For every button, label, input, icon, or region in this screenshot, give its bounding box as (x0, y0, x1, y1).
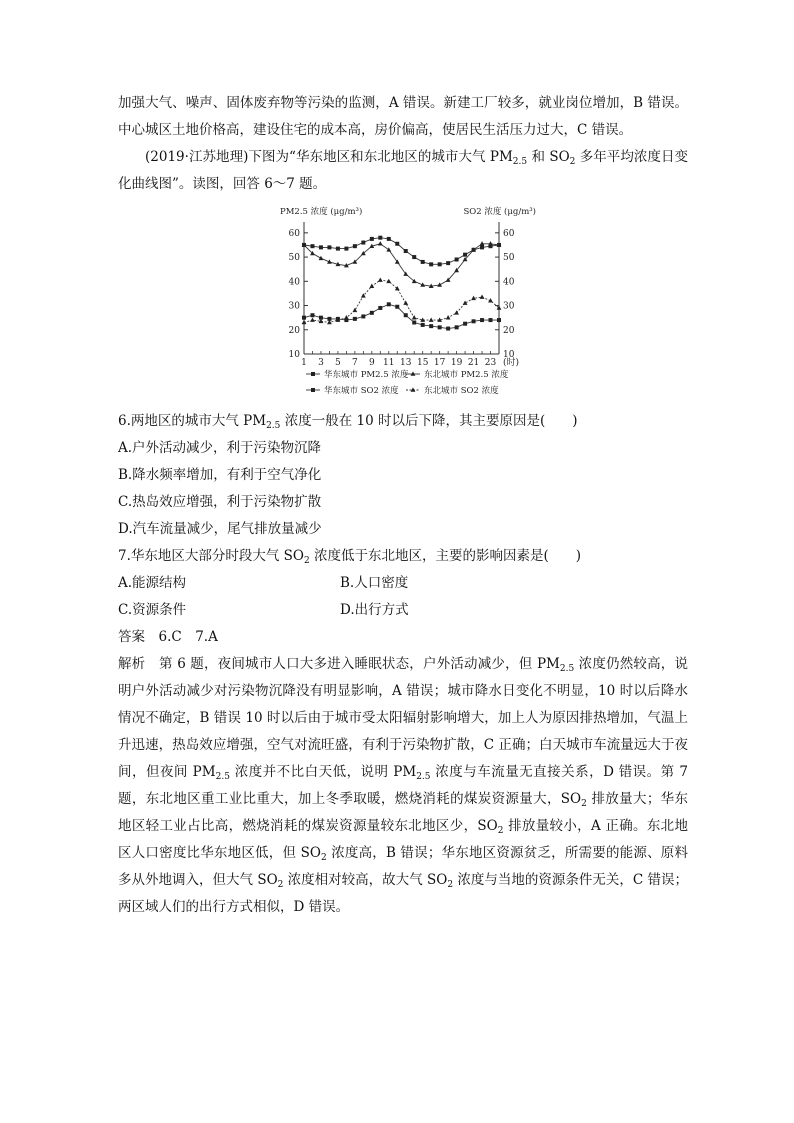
data-point (404, 249, 408, 253)
analysis-subscript: 2.5 (559, 664, 575, 674)
answer-value: 6.C 7.A (158, 629, 218, 645)
data-point (437, 282, 442, 286)
analysis-subscript: 2 (320, 853, 327, 863)
legend-label: 华东城市 PM2.5 浓度 (324, 370, 409, 380)
data-point (378, 236, 382, 240)
x-tick-label: 19 (450, 358, 463, 368)
series-line-4 (304, 280, 499, 322)
analysis-subscript: 2 (581, 799, 587, 809)
y-tick-label-right: 60 (503, 228, 515, 239)
data-point (361, 241, 365, 245)
data-point (310, 317, 315, 321)
y-tick-label-left: 50 (288, 253, 300, 264)
legend-label: 东北城市 SO2 浓度 (424, 386, 499, 396)
y-tick-label-left: 10 (288, 350, 300, 360)
question-6: 6.两地区的城市大气 $PM_{2.5}$ 浓度一般在 10 时以后下降，其主要原因是( ) (118, 413, 578, 431)
answer-label: 答案 (118, 629, 145, 645)
x-tick-label: 11 (383, 358, 395, 368)
analysis-text: 浓度与车流量无直接关系，D 错误。第 7 题，东北地区重工业比重大，加上冬季取暖，燃烧消耗的煤炭资源量大，SO (118, 764, 688, 807)
x-tick-label: 13 (400, 358, 412, 368)
data-point (463, 322, 467, 326)
y-tick-label-right: 30 (503, 301, 515, 312)
data-point (378, 241, 383, 245)
question-stem: (2019·江苏地理)下图为“华东地区和东北地区的城市大气 $PM_{2.5}$ 和 $SO_2$ 多年平均浓度日变化曲线图”。读图，回答 6～7 题。 (118, 149, 689, 192)
data-point (361, 314, 365, 318)
data-point (429, 317, 434, 321)
question-7: 7.华东地区大部分时段大气 $SO_2$ 浓度低于东北地区，主要的影响因素是( ) (118, 548, 582, 566)
data-point (378, 306, 382, 310)
analysis-text: 排放量较小，A 正确。东北地区人口密度比华东地区低，但 SO (118, 818, 688, 861)
data-point (497, 318, 501, 322)
data-point (472, 319, 476, 323)
data-point (412, 255, 416, 259)
data-point (370, 237, 374, 241)
q6-option-c: C.热岛效应增强，利于污染物扩散 (118, 494, 322, 510)
q6-option-b: B.降水频率增加，有利于空气净化 (118, 467, 322, 483)
data-point (429, 324, 433, 328)
chart-figure (118, 200, 688, 406)
q7-option-b: B.人口密度 (340, 575, 409, 591)
data-point (480, 318, 484, 322)
analysis-text: 排放量大；华东地区轻工业占比高，燃烧消耗的煤炭资源量较东北地区少，SO (118, 791, 688, 834)
analysis-subscript: 2 (277, 880, 284, 890)
x-tick-label: 17 (433, 358, 446, 368)
analysis-text: 浓度与当地的资源条件无关，C 错误；两区域人们的出行方式相似，D 错误。 (118, 872, 688, 915)
data-point (369, 284, 374, 288)
series-line-2 (304, 244, 499, 286)
data-point (378, 277, 383, 281)
stem-source: (2019·江苏地理) (145, 149, 249, 165)
data-point (455, 258, 459, 262)
analysis-paragraph (118, 651, 688, 921)
data-point (395, 242, 399, 246)
q7-options-row-2 (118, 597, 688, 624)
y-tick-label-right: 20 (503, 325, 515, 336)
document-page (118, 90, 688, 921)
data-point (395, 305, 399, 309)
data-point (370, 311, 374, 315)
q7-option-a: A.能源结构 (118, 575, 187, 591)
data-point (319, 256, 324, 260)
answer-line (118, 624, 688, 651)
data-point (455, 325, 459, 329)
data-point (463, 253, 467, 257)
data-point (327, 245, 331, 249)
data-point (421, 260, 425, 264)
data-point (412, 321, 416, 325)
x-axis-label: (时) (503, 358, 520, 368)
x-tick-label: 21 (467, 358, 480, 368)
data-point (302, 316, 306, 320)
concentration-chart (278, 200, 538, 406)
data-point (438, 262, 442, 266)
analysis-subscript: 2.5 (215, 772, 230, 782)
q7-options-row-1 (118, 570, 688, 597)
q7-option-d: D.出行方式 (340, 602, 409, 618)
y-tick-label-left: 30 (288, 301, 300, 312)
q7-option-c: C.资源条件 (118, 602, 187, 618)
data-point (403, 301, 408, 305)
data-point (446, 315, 451, 319)
q6-option-a: A.户外活动减少，利于污染物沉降 (118, 440, 322, 456)
data-point (319, 245, 323, 249)
analysis-label: 解析 (118, 656, 146, 672)
legend-marker (311, 372, 315, 376)
y-tick-label-left: 40 (288, 277, 300, 288)
data-point (446, 327, 450, 331)
data-point (412, 315, 417, 319)
series-line-1 (304, 238, 499, 265)
x-tick-label: 23 (484, 358, 497, 368)
data-point (429, 262, 433, 266)
data-point (489, 318, 493, 322)
y-tick-label-right: 40 (503, 277, 515, 288)
analysis-text: 浓度高，B 错误；华东地区资源贫乏，所需要的能源、原料多从外地调入，但大气 SO (118, 845, 688, 888)
y-tick-label-left: 20 (288, 325, 300, 336)
data-point (352, 308, 357, 312)
data-point (310, 313, 314, 317)
analysis-body (118, 656, 688, 915)
y-axis-left-label: PM2.5 浓度 (μg/m³) (280, 207, 363, 217)
data-point (480, 294, 485, 298)
x-tick-label: 9 (368, 358, 375, 368)
legend-label: 东北城市 PM2.5 浓度 (424, 370, 509, 380)
data-point (463, 301, 468, 305)
data-point (387, 302, 391, 306)
analysis-text: 浓度仍然较高，说明户外活动减少对污染物沉降没有明显影响，A 错误；城市降水日变化不明显，10 时以后降水情况不确定，B 错误 10 时以后由于城市受太阳辐射影响增大，加上人为原因排热增加，气温上升迅速，热岛效应增强，空气对流旺盛，有利于污染物扩散，C 正确；白天城市车流量远大于夜间，但夜间 PM (118, 656, 688, 780)
analysis-subscript: 2 (497, 826, 504, 836)
analysis-subscript: 2.5 (416, 772, 431, 782)
y-tick-label-right: 50 (503, 253, 515, 264)
analysis-text: 浓度并不比白天低，说明 PM (229, 764, 417, 780)
intro-paragraph: 加强大气、噪声、固体废弃物等污染的监测，A 错误。新建工厂较多，就业岗位增加，B 错误。中心城区土地价格高，建设住宅的成本高，房价偏高，使居民生活压力过大，C 错误。 (118, 95, 688, 138)
data-point (387, 237, 391, 241)
data-point (404, 313, 408, 317)
q6-option-d: D.汽车流量减少，尾气排放量减少 (118, 521, 322, 537)
data-point (310, 244, 314, 248)
data-point (353, 244, 357, 248)
analysis-subscript: 2 (447, 880, 454, 890)
x-tick-label: 1 (301, 358, 307, 368)
x-tick-label: 7 (352, 358, 358, 368)
data-point (344, 247, 348, 251)
data-point (386, 247, 391, 251)
y-tick-label-right: 10 (503, 350, 515, 360)
x-tick-label: 3 (318, 358, 324, 368)
data-point (421, 323, 425, 327)
series-line-3 (304, 304, 499, 328)
legend-marker (311, 388, 315, 392)
x-tick-label: 5 (335, 358, 341, 368)
y-axis-right-label: SO2 浓度 (μg/m³) (463, 207, 536, 217)
x-tick-label: 15 (416, 358, 429, 368)
y-tick-label-left: 60 (288, 228, 300, 239)
analysis-text: 浓度相对较高，故大气 SO (283, 872, 448, 888)
data-point (438, 325, 442, 329)
legend-label: 华东城市 SO2 浓度 (324, 386, 399, 396)
data-point (336, 247, 340, 251)
data-point (454, 310, 459, 314)
data-point (353, 317, 357, 321)
data-point (480, 245, 484, 249)
analysis-text: 第 6 题，夜间城市人口大多进入睡眠状态，户外活动减少，但 PM (145, 656, 560, 672)
data-point (446, 261, 450, 265)
